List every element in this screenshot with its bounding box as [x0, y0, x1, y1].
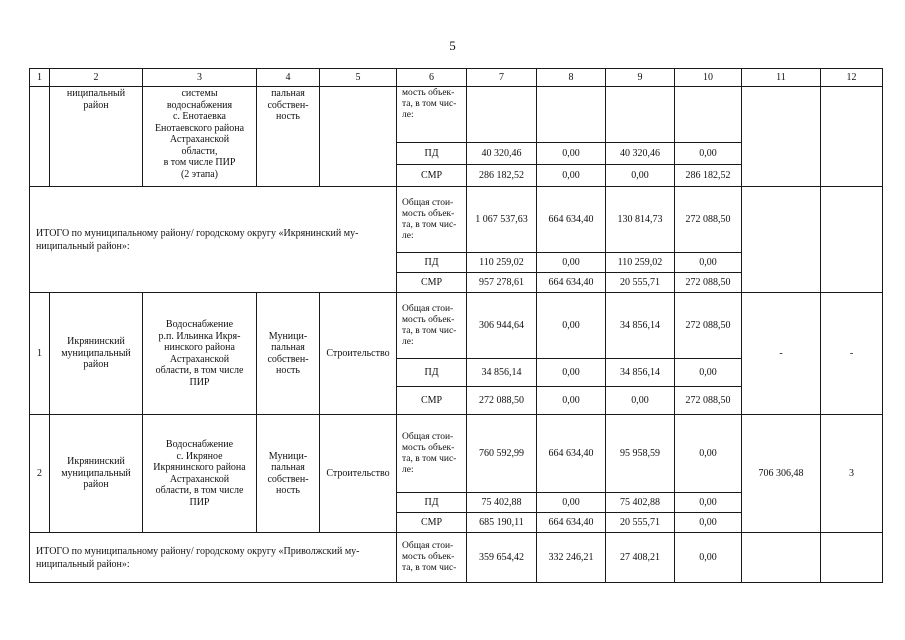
object-name-cell: Водоснабжение р.п. Ильинка Икря- нинского района Астраханской области, в том числе ПИР [143, 293, 257, 415]
value-cell [467, 87, 537, 143]
cost-label-smr: СМР [397, 387, 467, 415]
cost-label-smr: СМР [397, 513, 467, 533]
value-cell: 110 259,02 [467, 253, 537, 273]
value-cell [742, 87, 821, 187]
value-cell [537, 87, 606, 143]
value-cell: 272 088,50 [675, 187, 742, 253]
value-cell: 0,00 [537, 359, 606, 387]
column-header-row [30, 69, 883, 87]
column-header: 9 [606, 69, 675, 87]
row-number: 1 [30, 293, 50, 415]
table-row [30, 293, 883, 359]
value-cell: 0,00 [606, 387, 675, 415]
column-header: 10 [675, 69, 742, 87]
cost-label-pd: ПД [397, 493, 467, 513]
value-cell: 359 654,42 [467, 533, 537, 583]
column-header: 1 [30, 69, 50, 87]
value-cell: 0,00 [675, 493, 742, 513]
ownership-cell: Муници- пальная собствен- ность [257, 415, 320, 533]
value-cell [742, 533, 821, 583]
value-cell: 34 856,14 [606, 359, 675, 387]
cost-label-smr: СМР [397, 165, 467, 187]
cost-label-smr: СМР [397, 273, 467, 293]
value-cell: 272 088,50 [675, 273, 742, 293]
value-cell: 40 320,46 [606, 143, 675, 165]
column-header: 7 [467, 69, 537, 87]
value-cell: 0,00 [537, 493, 606, 513]
column-header: 5 [320, 69, 397, 87]
municipality-cell: Икрянинский муниципальный район [50, 415, 143, 533]
value-cell [821, 533, 883, 583]
value-cell [742, 187, 821, 293]
capital-investment-table [29, 68, 883, 583]
cost-label: мость объек- та, в том чис- ле: [397, 87, 467, 143]
cost-label: Общая стои- мость объек- та, в том чис- ле: [397, 293, 467, 359]
value-cell: 0,00 [675, 533, 742, 583]
cost-label: Общая стои- мость объек- та, в том чис- ле: [397, 187, 467, 253]
work-type-cell: Строительство [320, 415, 397, 533]
value-cell: 957 278,61 [467, 273, 537, 293]
row-number: 2 [30, 415, 50, 533]
value-cell: 20 555,71 [606, 273, 675, 293]
value-cell: 0,00 [537, 253, 606, 273]
cost-label-pd: ПД [397, 359, 467, 387]
cost-label: Общая стои- мость объек- та, в том чис- [397, 533, 467, 583]
value-cell: 286 182,52 [467, 165, 537, 187]
value-cell: 664 634,40 [537, 513, 606, 533]
value-cell: - [742, 293, 821, 415]
column-header: 12 [821, 69, 883, 87]
column-header: 2 [50, 69, 143, 87]
value-cell: 75 402,88 [467, 493, 537, 513]
value-cell: 0,00 [675, 253, 742, 273]
value-cell: 34 856,14 [606, 293, 675, 359]
value-cell [675, 87, 742, 143]
page-number: 5 [449, 38, 456, 53]
value-cell: 0,00 [606, 165, 675, 187]
value-cell: 306 944,64 [467, 293, 537, 359]
total-label: ИТОГО по муниципальному району/ городскому округу «Приволжский му- ниципальный район»: [30, 533, 397, 583]
work-type-cell [320, 87, 397, 187]
value-cell: 0,00 [537, 293, 606, 359]
total-label: ИТОГО по муниципальному району/ городскому округу «Икрянинский му- ниципальный район»: [30, 187, 397, 293]
value-cell [606, 87, 675, 143]
value-cell: 0,00 [675, 143, 742, 165]
value-cell: 685 190,11 [467, 513, 537, 533]
column-header: 6 [397, 69, 467, 87]
value-cell: 27 408,21 [606, 533, 675, 583]
value-cell: 130 814,73 [606, 187, 675, 253]
municipality-cell: Икрянинский муниципальный район [50, 293, 143, 415]
value-cell: 332 246,21 [537, 533, 606, 583]
value-cell: 0,00 [537, 165, 606, 187]
cost-label-pd: ПД [397, 253, 467, 273]
ownership-cell: пальная собствен- ность [257, 87, 320, 187]
work-type-cell: Строительство [320, 293, 397, 415]
value-cell: 0,00 [537, 143, 606, 165]
value-cell [821, 87, 883, 187]
value-cell: 110 259,02 [606, 253, 675, 273]
value-cell: 272 088,50 [675, 387, 742, 415]
municipality-cell: ниципальный район [50, 87, 143, 187]
value-cell: 0,00 [537, 387, 606, 415]
value-cell: 34 856,14 [467, 359, 537, 387]
object-name-cell: Водоснабжение с. Икряное Икрянинского района Астраханской области, в том числе ПИР [143, 415, 257, 533]
value-cell: 286 182,52 [675, 165, 742, 187]
value-cell: 20 555,71 [606, 513, 675, 533]
value-cell: 760 592,99 [467, 415, 537, 493]
column-header: 8 [537, 69, 606, 87]
value-cell [821, 187, 883, 293]
value-cell: 664 634,40 [537, 415, 606, 493]
value-cell: 664 634,40 [537, 187, 606, 253]
value-cell: 3 [821, 415, 883, 533]
cost-label-pd: ПД [397, 143, 467, 165]
value-cell: 0,00 [675, 513, 742, 533]
total-row [30, 187, 883, 253]
column-header: 11 [742, 69, 821, 87]
row-number [30, 87, 50, 187]
value-cell: 272 088,50 [675, 293, 742, 359]
value-cell: 0,00 [675, 415, 742, 493]
value-cell: 664 634,40 [537, 273, 606, 293]
column-header: 4 [257, 69, 320, 87]
ownership-cell: Муници- пальная собствен- ность [257, 293, 320, 415]
value-cell: - [821, 293, 883, 415]
table-row [30, 87, 883, 143]
value-cell: 40 320,46 [467, 143, 537, 165]
column-header: 3 [143, 69, 257, 87]
cost-label: Общая стои- мость объек- та, в том чис- ле: [397, 415, 467, 493]
object-name-cell: системы водоснабжения с. Енотаевка Енотаевского района Астраханской области, в том числе ПИР (2 этапа) [143, 87, 257, 187]
value-cell: 75 402,88 [606, 493, 675, 513]
value-cell: 272 088,50 [467, 387, 537, 415]
total-row [30, 533, 883, 583]
value-cell: 0,00 [675, 359, 742, 387]
value-cell: 95 958,59 [606, 415, 675, 493]
table-row [30, 415, 883, 493]
value-cell: 1 067 537,63 [467, 187, 537, 253]
value-cell: 706 306,48 [742, 415, 821, 533]
